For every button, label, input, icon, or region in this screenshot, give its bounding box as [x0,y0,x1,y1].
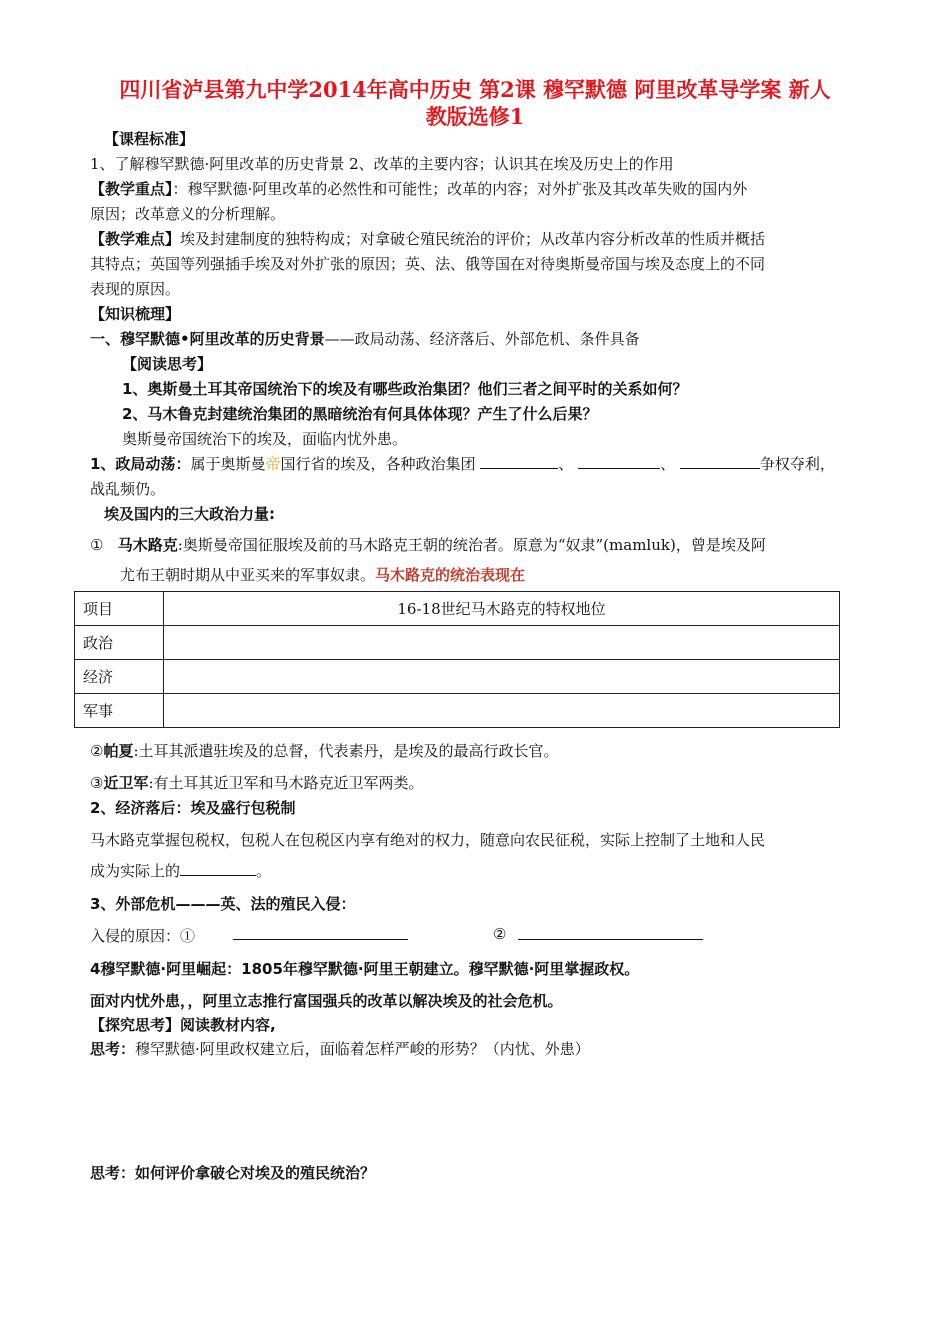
difficulties-text: 埃及封建制度的独特构成；对拿破仑殖民统治的评价；从改革内容分析改革的性质并概括 [180,230,766,248]
table-row-label: 经济 [75,660,164,694]
mamluk-line2-text: 尤布王朝时期从中亚买来的军事奴隶。 [120,566,376,584]
rise-line2: 面对内忧外患，，阿里立志推行富国强兵的改革以解决埃及的社会危机。 [90,992,563,1010]
reading-summary: 奥斯曼帝国统治下的埃及，面临内忧外患。 [122,430,408,448]
table-row [75,694,840,728]
rise-line1: 4穆罕默德·阿里崛起：1805年穆罕默德·阿里王朝建立。穆罕默德·阿里掌握政权。 [90,960,640,978]
standards-text: 1、了解穆罕默德·阿里改革的历史背景 2、改革的主要内容；认识其在埃及历史上的作用 [90,155,674,173]
politics-blank-2[interactable] [578,454,660,469]
politics-label: 1、政局动荡： [90,455,191,473]
think1-text: 穆罕默德·阿里政权建立后，面临着怎样严峻的形势？（内忧、外患） [135,1040,590,1058]
economy-line2-pre: 成为实际上的 [90,862,181,880]
knowledge-heading: 【知识梳理】 [90,305,181,323]
mamluk-caption: 马木路克的统治表现在 [375,566,526,584]
external-reason-blank-2[interactable] [518,925,703,940]
explore-label: 【探究思考】 [90,1016,181,1034]
difficulties-line2: 其特点；英国等列强插手埃及对外扩张的原因；英、法、俄等国在对待奥斯曼帝国与埃及态度上的不同 [90,255,766,273]
table-header-col1: 项目 [75,592,164,626]
reading-question-1: 1、奥斯曼土耳其帝国统治下的埃及有哪些政治集团？他们三者之间平时的关系如何？ [122,380,688,398]
table-answer-cell[interactable] [164,660,840,694]
janissary-line [90,772,424,793]
reading-heading: 【阅读思考】 [122,355,213,373]
external-reason2-num: ② [493,925,507,943]
economy-blank[interactable] [180,861,256,876]
explore-line [90,1014,276,1035]
think2-line: 思考：如何评价拿破仑对埃及的殖民统治？ [90,1164,376,1182]
pasha-num: ② [90,742,104,760]
pasha-desc: :土耳其派遣驻埃及的总督，代表素丹，是埃及的最高行政长官。 [133,742,559,760]
page-title-line2: 教版选修1 [425,104,525,129]
external-reason-line [90,925,195,946]
page-title-line1: 四川省泸县第九中学2014年高中历史 第2课 穆罕默德 阿里改革导学案 新人 [119,77,831,102]
politics-line1 [90,453,835,474]
section1-heading [90,328,640,349]
janissary-num: ③ [90,774,104,792]
table-row [75,626,840,660]
external-heading: 3、外部危机———英、法的殖民入侵： [90,895,356,913]
politics-blank-1[interactable] [480,454,558,469]
key-points-line2: 原因；改革意义的分析理解。 [90,205,286,223]
politics-blank-3[interactable] [680,454,760,469]
mamluk-name: 马木路克 [117,536,178,554]
table-row-label: 军事 [75,694,164,728]
table-answer-cell[interactable] [164,626,840,660]
forces-heading: 埃及国内的三大政治力量: [104,505,275,523]
economy-line2 [90,860,271,881]
pasha-line [90,740,559,761]
politics-text-dot: 帝 [265,455,281,473]
politics-text-b: 国行省的埃及，各种政治集团 [280,455,476,473]
economy-heading: 2、经济落后：埃及盛行包税制 [90,799,296,817]
explore-text: 阅读教材内容, [180,1016,276,1034]
table-row [75,660,840,694]
politics-sep-2: 、 [660,455,676,473]
key-points-text: ：穆罕默德·阿里改革的必然性和可能性；改革的内容；对外扩张及其改革失败的国内外 [172,180,748,198]
section1-bold: 一、穆罕默德•阿里改革的历史背景 [90,330,325,348]
key-points-label: 【教学重点】 [90,180,173,198]
mamluk-privilege-table [74,591,840,728]
table-header-row [75,592,840,626]
think1-label: 思考： [90,1040,136,1058]
economy-line1: 马木路克掌握包税权，包税人在包税区内享有绝对的权力，随意向农民征税，实际上控制了土地和人民 [90,831,766,849]
key-points-line1 [90,178,747,199]
economy-line2-post: 。 [256,862,272,880]
table-answer-cell[interactable] [164,694,840,728]
politics-text-end: 争权夺利， [759,455,835,473]
difficulties-line3: 表现的原因。 [90,280,181,298]
table-row-label: 政治 [75,626,164,660]
politics-sep-1: 、 [558,455,574,473]
difficulties-line1 [90,228,765,249]
janissary-name: 近卫军 [103,774,149,792]
pasha-name: 帕夏 [103,742,134,760]
table-header-col2: 16-18世纪马木路克的特权地位 [164,592,840,626]
difficulties-label: 【教学难点】 [90,230,181,248]
politics-line2: 战乱频仍。 [90,480,166,498]
mamluk-line2 [120,564,525,585]
politics-text-a: 属于奥斯曼 [190,455,266,473]
external-reason-label: 入侵的原因：① [90,927,196,945]
section1-rest: ——政局动荡、经济落后、外部危机、条件具备 [324,330,640,348]
think1-line [90,1038,590,1059]
mamluk-num: ① [90,536,104,554]
external-reason-blank-1[interactable] [233,925,408,940]
janissary-desc: :有土耳其近卫军和马木路克近卫军两类。 [148,774,424,792]
mamluk-line1 [90,534,766,555]
standards-heading: 【课程标准】 [104,130,195,148]
reading-question-2: 2、马木鲁克封建统治集团的黑暗统治有何具体体现？产生了什么后果？ [122,405,598,423]
mamluk-desc: :奥斯曼帝国征服埃及前的马木路克王朝的统治者。原意为“奴隶”(mamluk)，曾是埃及阿 [177,536,766,554]
